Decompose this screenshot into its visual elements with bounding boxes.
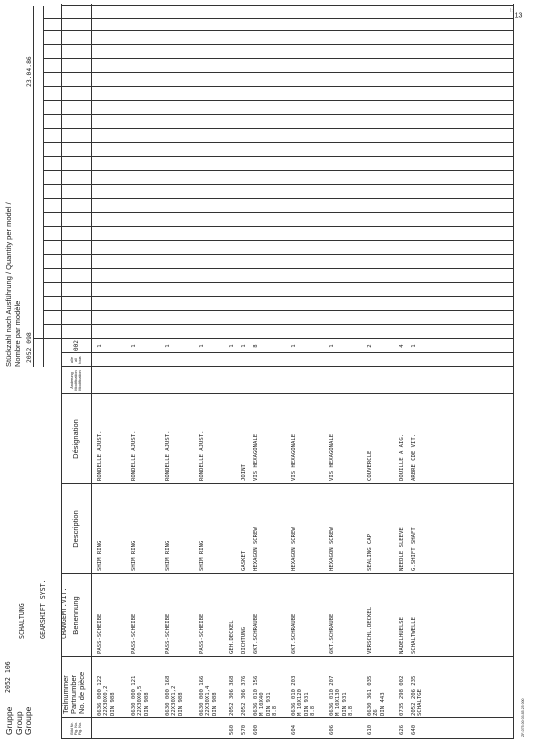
quantity-cell: 1 xyxy=(411,344,417,348)
benennung-cell: PASS-SCHEIBE xyxy=(199,613,205,654)
designation-cell: RONDELLE AJUST. xyxy=(97,430,103,481)
description-cell: SHIM RING xyxy=(199,540,205,571)
partnumber-cell: 0735 298 002 xyxy=(399,675,405,716)
group-title-de: SCHALTUNG xyxy=(18,603,26,639)
partnumber-cell: 0630 361 035 Z6 DIN 443 xyxy=(367,675,386,716)
designation-cell: RONDELLE AJUST. xyxy=(165,430,171,481)
quantity-column-line xyxy=(43,170,514,171)
benennung-cell: DICHTUNG xyxy=(241,627,247,654)
benennung-cell: 6KT.SCHRAUBE xyxy=(253,613,259,654)
quantity-cell: 1 xyxy=(165,344,171,348)
partnumber-cell: 2052 306 368 xyxy=(229,675,235,716)
designation-cell: ARBRE CDE VIT. xyxy=(411,433,417,481)
fig-no-cell: 600 xyxy=(253,724,259,735)
col-header-all-de: alle xyxy=(69,357,74,363)
quantity-cell: 1 xyxy=(229,344,235,348)
benennung-cell: PASS-SCHEIBE xyxy=(131,613,137,654)
table-row xyxy=(399,4,411,739)
designation-cell: DOUILLE A AIG. xyxy=(399,433,405,481)
benennung-cell: SCHALTWELLE xyxy=(411,616,417,654)
description-cell: SHIM RING xyxy=(97,540,103,571)
partnumber-cell: 0636 010 156 M 10X40 DIN 931 8.8 xyxy=(253,675,279,716)
partnumber-cell: 2052 206 235 SCHALTGE xyxy=(411,675,424,716)
group-label-en: Group xyxy=(13,711,24,735)
quantity-cell: 1 xyxy=(97,344,103,348)
partnumber-cell: 0636 010 203 M 10X120 DIN 931 8.8 xyxy=(291,675,317,716)
fig-no-cell: 626 xyxy=(399,724,405,735)
quantity-column-line xyxy=(43,212,514,213)
variant-header: 002 xyxy=(73,340,80,351)
col-header-all-fr: tous xyxy=(78,356,83,364)
col-header-change-fr: Modification xyxy=(78,370,83,391)
quantity-cell: 1 xyxy=(199,344,205,348)
quantity-column-line xyxy=(43,324,514,325)
quantity-column-line xyxy=(43,44,514,45)
benennung-cell: 6KT.SCHRAUBE xyxy=(329,613,335,654)
benennung-cell: PASS-SCHEIBE xyxy=(97,613,103,654)
col-header-fig-no xyxy=(62,718,90,739)
col-divider-change xyxy=(61,366,514,367)
group-label-fr: Groupe xyxy=(23,706,33,735)
description-cell: SEALING CAP xyxy=(367,533,373,571)
col-divider-all xyxy=(61,352,514,353)
col-header-fig-no-en: Fig. No. xyxy=(73,721,78,736)
table-row xyxy=(291,4,317,739)
quantity-column-line xyxy=(43,268,514,269)
quantity-column-line xyxy=(43,58,514,59)
quantity-column-line xyxy=(43,86,514,87)
col-divider-description xyxy=(61,483,514,484)
designation-cell: RONDELLE AJUST. xyxy=(131,430,137,481)
table-row xyxy=(253,4,279,739)
quantity-column-line xyxy=(43,310,514,311)
quantity-cell: 1 xyxy=(291,344,297,348)
table-row xyxy=(199,4,218,739)
quantity-header-rule xyxy=(43,6,44,367)
partnumber-cell: 0630 000 121 22X30X0,5 DIN 988 xyxy=(131,675,150,716)
quantity-column-line xyxy=(43,30,514,31)
table-row xyxy=(165,4,184,739)
designation-cell: RONDELLE AJUST. xyxy=(199,430,205,481)
col-header-benennung: Benennung xyxy=(71,596,80,635)
col-header-all-en: all xyxy=(73,358,78,362)
quantity-column-line xyxy=(43,72,514,73)
col-header-all xyxy=(62,353,90,367)
col-divider-part xyxy=(61,656,514,657)
benennung-cell: PASS-SCHEIBE xyxy=(165,613,171,654)
quantity-column-line xyxy=(43,282,514,283)
quantity-column-line xyxy=(43,198,514,199)
col-divider-designation xyxy=(61,393,514,394)
quantity-column-line xyxy=(43,296,514,297)
description-cell: G.SHIFT SHAFT xyxy=(411,527,417,571)
table-row xyxy=(131,4,150,739)
table-right-border xyxy=(61,5,514,6)
table-row xyxy=(97,4,116,739)
model-number: 2052 098 xyxy=(25,332,33,363)
designation-cell: VIS HEXAGONALE xyxy=(253,433,259,481)
col-header-change-de: Änderung xyxy=(69,372,74,389)
description-cell: HEXAGON SCREW xyxy=(291,527,297,571)
description-cell: SHIM RING xyxy=(165,540,171,571)
col-header-description: Description xyxy=(71,510,80,548)
parts-list-sheet xyxy=(3,4,530,739)
col-divider-benennung xyxy=(61,573,514,574)
quantity-per-model-title-fr: Nombre par modèle xyxy=(13,300,22,367)
col-header-designation: Désignation xyxy=(71,419,80,459)
partnumber-cell: 0636 010 207 M 10X130 DIN 931 8.8 xyxy=(329,675,355,716)
quantity-header-rule xyxy=(33,6,34,367)
fig-no-cell: 640 xyxy=(411,724,417,735)
col-header-partnumber-de: Teilnummer xyxy=(61,675,70,714)
quantity-column-line xyxy=(43,100,514,101)
table-row xyxy=(241,4,253,739)
col-header-partnumber-en: Partnumber xyxy=(69,674,78,714)
group-label-de: Gruppe xyxy=(4,706,14,735)
designation-cell: COUVERCLE xyxy=(367,450,373,481)
fig-no-cell: 570 xyxy=(241,724,247,735)
designation-cell: JOINT xyxy=(241,464,247,481)
description-cell: NEEDLE SLEEVE xyxy=(399,527,405,571)
table-row xyxy=(329,4,355,739)
partnumber-cell: 0630 000 168 22X30X1,2 DIN 988 xyxy=(165,675,184,716)
partnumber-cell: 0630 000 166 22X30X1,4 DIN 988 xyxy=(199,675,218,716)
benennung-cell: NADELHUELSE xyxy=(399,616,405,654)
quantity-per-model-title: Stückzahl nach Ausführung / Quantity per model / xyxy=(4,202,13,367)
col-header-partnumber-fr: No. de pièce xyxy=(77,671,86,714)
col-header-fig-no-fr: Fig. No. xyxy=(78,721,83,736)
page-number: 13 xyxy=(514,12,523,20)
quantity-cell: 8 xyxy=(253,344,259,348)
col-divider-pos xyxy=(61,717,514,718)
benennung-cell: VERSCHL.DECKEL xyxy=(367,606,373,654)
description-cell: HEXAGON SCREW xyxy=(329,527,335,571)
designation-cell: VIS HEXAGONALE xyxy=(291,433,297,481)
quantity-cell: 1 xyxy=(329,344,335,348)
quantity-cell: 2 xyxy=(367,344,373,348)
group-title-en: GEARSHIFT SYST. xyxy=(39,579,47,639)
partnumber-cell: 0636 000 122 22X30X0,2 DIN 988 xyxy=(97,675,116,716)
designation-cell: VIS HEXAGONALE xyxy=(329,433,335,481)
table-row xyxy=(367,4,386,739)
description-cell: SHIM RING xyxy=(131,540,137,571)
col-header-fig-no-de: Bild Nr. xyxy=(69,722,74,735)
quantity-column-line xyxy=(43,254,514,255)
table-row xyxy=(411,4,423,739)
quantity-cell: 1 xyxy=(241,344,247,348)
quantity-column-line xyxy=(43,240,514,241)
col-header-change-en: Modification xyxy=(73,370,78,391)
date-stamp: 23.04.86 xyxy=(25,56,33,87)
quantity-cell: 4 xyxy=(399,344,405,348)
fig-no-cell: 604 xyxy=(291,724,297,735)
partnumber-cell: 2052 306 376 xyxy=(241,675,247,716)
fig-no-cell: 606 xyxy=(329,724,335,735)
quantity-column-line xyxy=(43,18,514,19)
group-number: 2052 106 xyxy=(4,661,12,693)
benennung-cell: GEH.DECKEL xyxy=(229,620,235,654)
form-footer: ZF-075.00 03.85 25 000 xyxy=(521,698,525,737)
scan-mark: I: xyxy=(510,8,513,14)
col-header-partnumber xyxy=(62,656,90,717)
table-row xyxy=(229,4,241,739)
quantity-column-line xyxy=(43,184,514,185)
quantity-column-line xyxy=(43,114,514,115)
col-header-change xyxy=(62,367,90,394)
description-cell: HEXAGON SCREW xyxy=(253,527,259,571)
group-label xyxy=(5,707,34,735)
benennung-cell: 6KT.SCHRAUBE xyxy=(291,613,297,654)
quantity-column-line xyxy=(43,156,514,157)
quantity-cell: 1 xyxy=(131,344,137,348)
quantity-column-line xyxy=(43,128,514,129)
group-title-fr: CHANGEMT.VIT. xyxy=(60,587,68,639)
quantity-column-line xyxy=(43,142,514,143)
quantity-column-line xyxy=(43,226,514,227)
fig-no-cell: 560 xyxy=(229,724,235,735)
description-cell: GASKET xyxy=(241,550,247,571)
fig-no-cell: 610 xyxy=(367,724,373,735)
